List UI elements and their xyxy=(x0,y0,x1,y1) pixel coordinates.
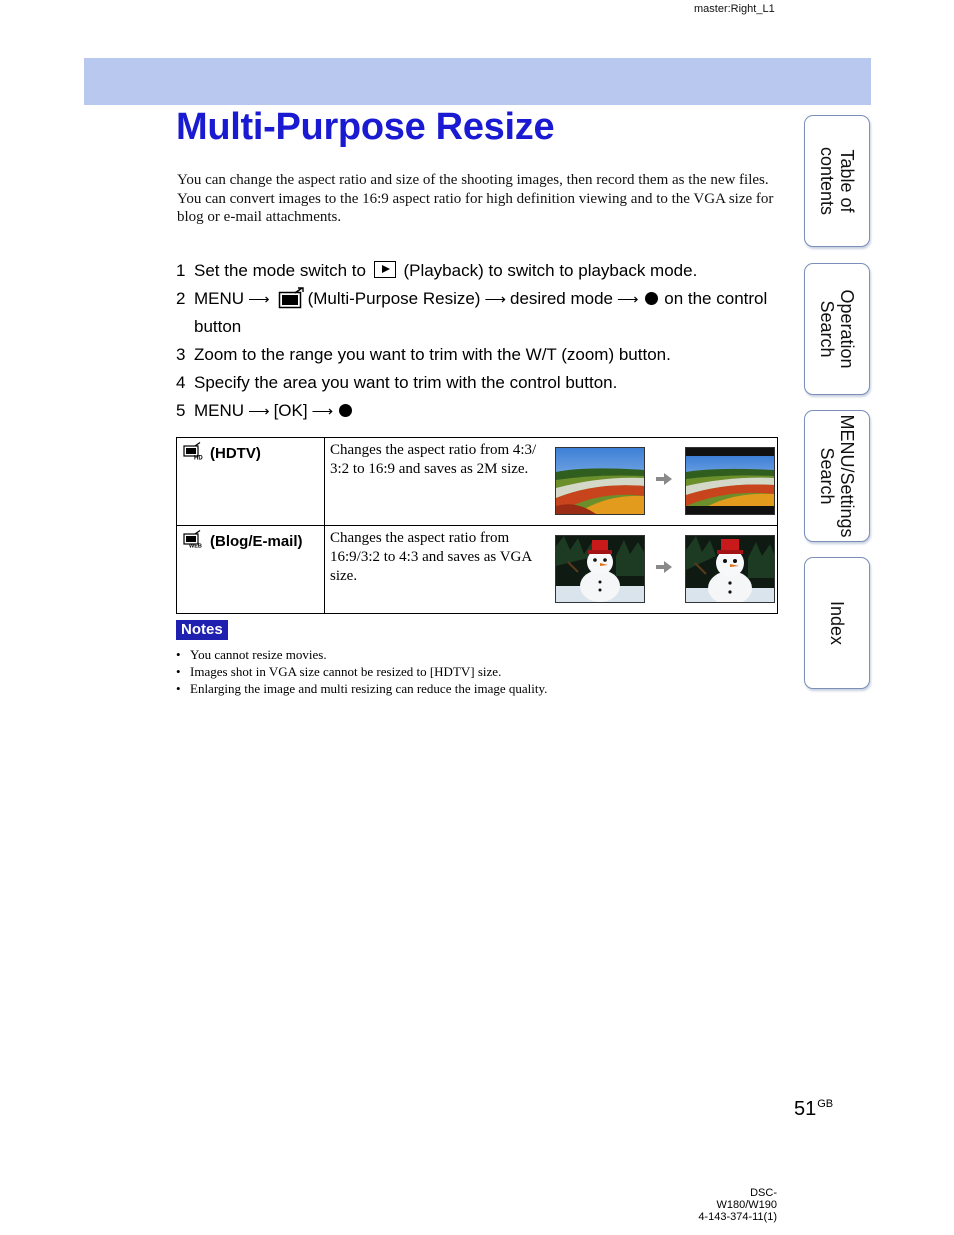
step-number: 5 xyxy=(176,401,186,420)
table-row xyxy=(177,438,778,526)
step-2-text-a: MENU xyxy=(194,289,245,308)
step-5-text-b: [OK] xyxy=(273,401,308,420)
step-2-text-d: on the control button xyxy=(194,289,768,336)
step-2 xyxy=(176,287,776,338)
arrow-right-icon: ⟶ xyxy=(248,403,270,420)
step-2-text-b: (Multi-Purpose Resize) xyxy=(307,289,481,308)
multi-purpose-resize-icon xyxy=(278,287,304,315)
convert-arrow-icon xyxy=(655,472,673,491)
resize-modes-table xyxy=(176,437,778,614)
hdtv-resize-icon xyxy=(183,442,205,464)
step-number: 3 xyxy=(176,345,186,364)
mode-description-cell xyxy=(325,526,778,614)
step-number: 2 xyxy=(176,289,186,308)
snowman-photo-original xyxy=(555,535,645,603)
arrow-right-icon: ⟶ xyxy=(311,403,334,420)
mode-description-blog-email: Changes the aspect ratio from 16:9/3:2 to 4:3 and saves as VGA size. xyxy=(330,530,532,584)
tab-menu-settings-search[interactable] xyxy=(804,410,870,542)
tab-index[interactable] xyxy=(804,557,870,689)
step-number: 4 xyxy=(176,373,186,392)
step-5-text-a: MENU xyxy=(194,401,245,420)
intro-paragraph-1: You can change the aspect ratio and size of the shooting images, then record them as the new files. xyxy=(177,172,769,188)
list-item: • Images shot in VGA size cannot be resized to [HDTV] size. xyxy=(176,663,776,680)
svg-text:WEB: WEB xyxy=(189,543,202,548)
notes-list xyxy=(176,646,776,697)
step-2-text-c: desired mode xyxy=(509,289,613,308)
mode-label-hdtv: (HDTV) xyxy=(210,444,261,462)
step-4-text: Specify the area you want to trim with the control button. xyxy=(194,373,618,392)
mode-label-cell xyxy=(177,438,325,526)
tab-label: MENU/Settings Search xyxy=(817,414,857,538)
page-number xyxy=(794,1098,833,1121)
page-number-value: 51 xyxy=(794,1098,817,1120)
mode-description-cell xyxy=(325,438,778,526)
svg-text:HD: HD xyxy=(194,455,203,460)
model-info xyxy=(690,1187,777,1223)
header-band xyxy=(84,58,871,105)
arrow-right-icon: ⟶ xyxy=(248,291,270,308)
playback-icon xyxy=(374,261,396,278)
model-line-1: DSC-W180/W190 xyxy=(716,1187,777,1211)
mode-label-cell xyxy=(177,526,325,614)
arrow-right-icon: ⟶ xyxy=(484,291,506,308)
intro-paragraph-2: You can convert images to the 16:9 aspect ratio for high definition viewing and to the VGA size for blog or e-mail attachments. xyxy=(177,190,774,225)
page-title: Multi-Purpose Resize xyxy=(176,106,555,148)
mode-label-blog-email: (Blog/E-mail) xyxy=(210,532,303,550)
steps-list xyxy=(176,259,776,428)
tab-table-of-contents[interactable] xyxy=(804,115,870,247)
flower-field-photo-hdtv xyxy=(685,447,775,515)
list-item: • Enlarging the image and multi resizing can reduce the image quality. xyxy=(176,680,776,697)
step-1-text-b: (Playback) to switch to playback mode. xyxy=(403,261,698,280)
tab-label: Table of contents xyxy=(817,146,857,216)
step-3 xyxy=(176,343,776,366)
step-4 xyxy=(176,371,776,394)
tab-label: Index xyxy=(827,600,847,646)
notes-badge: Notes xyxy=(176,620,228,640)
step-number: 1 xyxy=(176,261,186,280)
step-5 xyxy=(176,399,776,423)
step-3-text: Zoom to the range you want to trim with the W/T (zoom) button. xyxy=(194,345,671,364)
tab-operation-search[interactable] xyxy=(804,263,870,395)
web-resize-icon xyxy=(183,530,205,552)
mode-description-hdtv: Changes the aspect ratio from 4:3/ 3:2 to 16:9 and saves as 2M size. xyxy=(330,442,537,477)
center-button-icon xyxy=(339,404,352,417)
table-row xyxy=(177,526,778,614)
model-line-2: 4-143-374-11(1) xyxy=(698,1211,777,1223)
tab-label: Operation Search xyxy=(817,289,857,369)
flower-field-photo-original xyxy=(555,447,645,515)
convert-arrow-icon xyxy=(655,560,673,579)
step-1-text-a: Set the mode switch to xyxy=(194,261,366,280)
step-1 xyxy=(176,259,776,282)
page-number-suffix: GB xyxy=(817,1098,834,1110)
intro-text xyxy=(177,171,777,227)
list-item: • You cannot resize movies. xyxy=(176,646,776,663)
center-button-icon xyxy=(645,292,658,305)
header-meta: master:Right_L1 xyxy=(694,3,775,15)
snowman-photo-vga xyxy=(685,535,775,603)
arrow-right-icon: ⟶ xyxy=(617,291,639,308)
